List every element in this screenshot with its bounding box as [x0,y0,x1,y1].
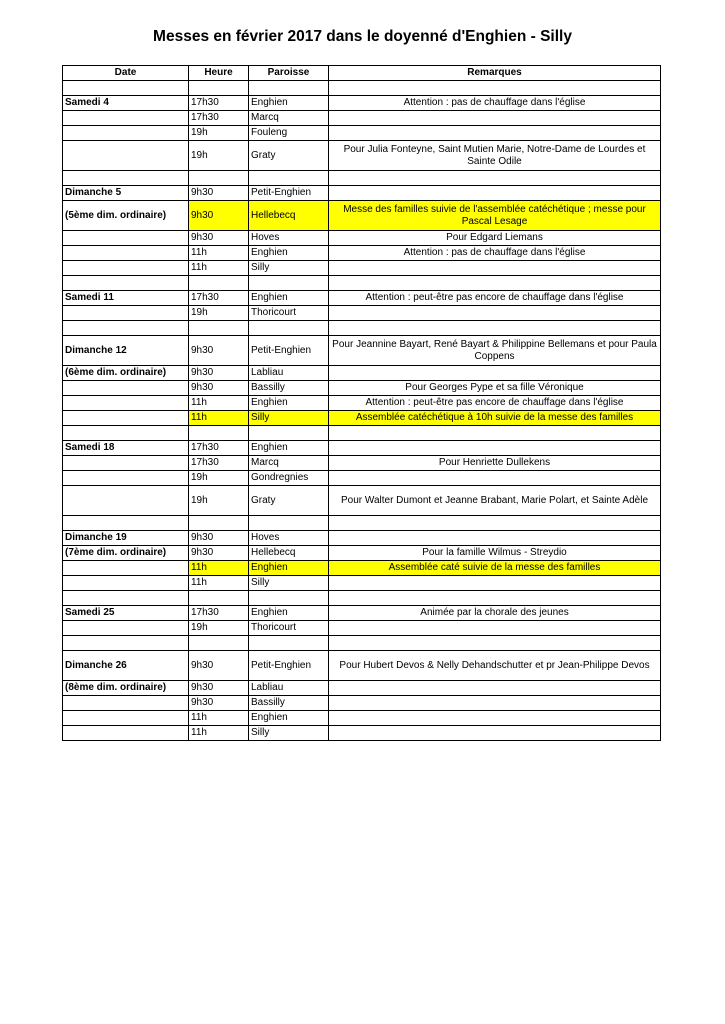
table-row [63,726,661,741]
table-row [63,366,661,381]
time-cell: 17h30 [189,456,249,471]
remark-cell: Attention : pas de chauffage dans l'église [329,246,661,261]
remark-cell: Pour la famille Wilmus - Streydio [329,546,661,561]
remark-cell: Pour Henriette Dullekens [329,456,661,471]
time-cell: 19h [189,486,249,516]
remark-cell [329,441,661,456]
time-cell: 9h30 [189,696,249,711]
parish-cell: Gondregnies [249,471,329,486]
date-cell: Samedi 11 [63,291,189,306]
parish-cell: Marcq [249,111,329,126]
header-date: Date [63,66,189,81]
time-cell: 11h [189,411,249,426]
parish-cell: Enghien [249,96,329,111]
date-cell [63,456,189,471]
time-cell: 11h [189,726,249,741]
remark-cell [329,516,661,531]
date-cell [63,396,189,411]
remark-cell [329,261,661,276]
remark-cell [329,711,661,726]
table-row [63,381,661,396]
time-cell [189,516,249,531]
parish-cell: Enghien [249,711,329,726]
time-cell: 9h30 [189,336,249,366]
time-cell: 17h30 [189,606,249,621]
remark-cell [329,681,661,696]
table-row [63,396,661,411]
date-cell: Dimanche 19 [63,531,189,546]
parish-cell: Labliau [249,366,329,381]
date-cell [63,561,189,576]
parish-cell: Hellebecq [249,546,329,561]
parish-cell: Silly [249,411,329,426]
table-row [63,576,661,591]
time-cell: 19h [189,126,249,141]
parish-cell [249,426,329,441]
parish-cell: Marcq [249,456,329,471]
date-cell [63,516,189,531]
table-row [63,411,661,426]
parish-cell [249,636,329,651]
table-row [63,81,661,96]
remark-cell: Pour Julia Fonteyne, Saint Mutien Marie, Notre-Dame de Lourdes et Sainte Odile [329,141,661,171]
time-cell: 17h30 [189,291,249,306]
date-cell [63,636,189,651]
parish-cell: Petit-Enghien [249,651,329,681]
table-row [63,561,661,576]
page-title: Messes en février 2017 dans le doyenné d'Enghien - Silly [153,28,572,45]
table-row [63,471,661,486]
time-cell: 19h [189,471,249,486]
time-cell: 9h30 [189,681,249,696]
time-cell: 11h [189,576,249,591]
remark-cell: Pour Jeannine Bayart, René Bayart & Philippine Bellemans et pour Paula Coppens [329,336,661,366]
parish-cell: Enghien [249,441,329,456]
table-row [63,276,661,291]
remark-cell: Animée par la chorale des jeunes [329,606,661,621]
table-header-row [63,66,661,81]
parish-cell: Enghien [249,606,329,621]
remark-cell [329,171,661,186]
remark-cell: Messe des familles suivie de l'assemblée catéchétique ; messe pour Pascal Lesage [329,201,661,231]
parish-cell: Bassilly [249,381,329,396]
header-time: Heure [189,66,249,81]
date-cell [63,231,189,246]
remark-cell [329,621,661,636]
date-cell [63,621,189,636]
date-cell [63,321,189,336]
date-cell [63,111,189,126]
time-cell: 19h [189,306,249,321]
time-cell [189,636,249,651]
remark-cell [329,276,661,291]
table-row [63,321,661,336]
date-cell [63,81,189,96]
remark-cell [329,471,661,486]
date-cell [63,696,189,711]
date-cell [63,306,189,321]
parish-cell [249,81,329,96]
remark-cell: Attention : peut-être pas encore de chauffage dans l'église [329,291,661,306]
remark-cell: Pour Hubert Devos & Nelly Dehandschutter et pr Jean-Philippe Devos [329,651,661,681]
date-cell [63,591,189,606]
table-row [63,141,661,171]
date-cell [63,126,189,141]
time-cell: 9h30 [189,381,249,396]
time-cell: 9h30 [189,201,249,231]
time-cell: 19h [189,621,249,636]
parish-cell: Enghien [249,246,329,261]
table-row [63,696,661,711]
date-cell [63,471,189,486]
table-row [63,441,661,456]
parish-cell: Graty [249,141,329,171]
remark-cell [329,111,661,126]
time-cell: 17h30 [189,96,249,111]
time-cell [189,81,249,96]
table-row [63,426,661,441]
parish-cell: Petit-Enghien [249,336,329,366]
remark-cell: Assemblée caté suivie de la messe des familles [329,561,661,576]
remark-cell [329,726,661,741]
remark-cell [329,186,661,201]
remark-cell: Assemblée catéchétique à 10h suivie de la messe des familles [329,411,661,426]
date-cell: Samedi 4 [63,96,189,111]
date-cell [63,246,189,261]
remark-cell: Pour Georges Pype et sa fille Véronique [329,381,661,396]
parish-cell: Enghien [249,291,329,306]
parish-cell: Enghien [249,561,329,576]
remark-cell [329,306,661,321]
date-cell [63,426,189,441]
table-row [63,651,661,681]
time-cell: 9h30 [189,366,249,381]
parish-cell: Enghien [249,396,329,411]
parish-cell [249,591,329,606]
date-cell: Dimanche 12 [63,336,189,366]
remark-cell [329,366,661,381]
date-cell [63,171,189,186]
parish-cell: Hoves [249,231,329,246]
parish-cell: Fouleng [249,126,329,141]
date-cell: Dimanche 26 [63,651,189,681]
table-row [63,111,661,126]
time-cell: 9h30 [189,186,249,201]
date-cell [63,411,189,426]
date-cell: Samedi 18 [63,441,189,456]
table-row [63,636,661,651]
parish-cell: Thoricourt [249,621,329,636]
table-row [63,606,661,621]
date-cell: Samedi 25 [63,606,189,621]
time-cell [189,591,249,606]
table-row [63,591,661,606]
date-cell [63,486,189,516]
date-cell [63,726,189,741]
date-cell [63,381,189,396]
table-row [63,291,661,306]
table-row [63,711,661,726]
header-remarks: Remarques [329,66,661,81]
table-row [63,336,661,366]
date-cell: (6ème dim. ordinaire) [63,366,189,381]
table-row [63,261,661,276]
remark-cell [329,531,661,546]
remark-cell: Attention : pas de chauffage dans l'église [329,96,661,111]
date-cell: (5ème dim. ordinaire) [63,201,189,231]
table-row [63,231,661,246]
date-cell [63,276,189,291]
time-cell [189,276,249,291]
parish-cell: Silly [249,576,329,591]
table-row [63,486,661,516]
table-body [63,81,661,741]
parish-cell: Hellebecq [249,201,329,231]
table-row [63,126,661,141]
time-cell [189,426,249,441]
date-cell [63,711,189,726]
table-row [63,621,661,636]
time-cell: 17h30 [189,111,249,126]
parish-cell [249,171,329,186]
time-cell: 11h [189,561,249,576]
remark-cell [329,126,661,141]
parish-cell: Bassilly [249,696,329,711]
remark-cell [329,81,661,96]
date-cell: (7ème dim. ordinaire) [63,546,189,561]
time-cell: 9h30 [189,231,249,246]
remark-cell: Pour Walter Dumont et Jeanne Brabant, Marie Polart, et Sainte Adèle [329,486,661,516]
time-cell: 11h [189,711,249,726]
parish-cell [249,321,329,336]
remark-cell: Pour Edgard Liemans [329,231,661,246]
table-row [63,246,661,261]
parish-cell [249,516,329,531]
time-cell: 9h30 [189,651,249,681]
table-row [63,531,661,546]
date-cell: (8ème dim. ordinaire) [63,681,189,696]
time-cell: 11h [189,246,249,261]
time-cell: 19h [189,141,249,171]
remark-cell: Attention : peut-être pas encore de chauffage dans l'église [329,396,661,411]
parish-cell [249,276,329,291]
table-row [63,96,661,111]
remark-cell [329,321,661,336]
time-cell: 17h30 [189,441,249,456]
remark-cell [329,636,661,651]
remark-cell [329,426,661,441]
remark-cell [329,591,661,606]
mass-schedule-table [62,65,661,741]
table-row [63,456,661,471]
time-cell: 11h [189,261,249,276]
parish-cell: Silly [249,726,329,741]
date-cell: Dimanche 5 [63,186,189,201]
table-row [63,201,661,231]
parish-cell: Silly [249,261,329,276]
date-cell [63,141,189,171]
table-row [63,171,661,186]
table-row [63,546,661,561]
time-cell [189,321,249,336]
table-row [63,681,661,696]
parish-cell: Labliau [249,681,329,696]
time-cell: 9h30 [189,546,249,561]
table-row [63,306,661,321]
parish-cell: Graty [249,486,329,516]
time-cell: 11h [189,396,249,411]
remark-cell [329,576,661,591]
parish-cell: Hoves [249,531,329,546]
date-cell [63,261,189,276]
header-parish: Paroisse [249,66,329,81]
table-row [63,186,661,201]
date-cell [63,576,189,591]
time-cell [189,171,249,186]
table-row [63,516,661,531]
remark-cell [329,696,661,711]
time-cell: 9h30 [189,531,249,546]
parish-cell: Thoricourt [249,306,329,321]
parish-cell: Petit-Enghien [249,186,329,201]
